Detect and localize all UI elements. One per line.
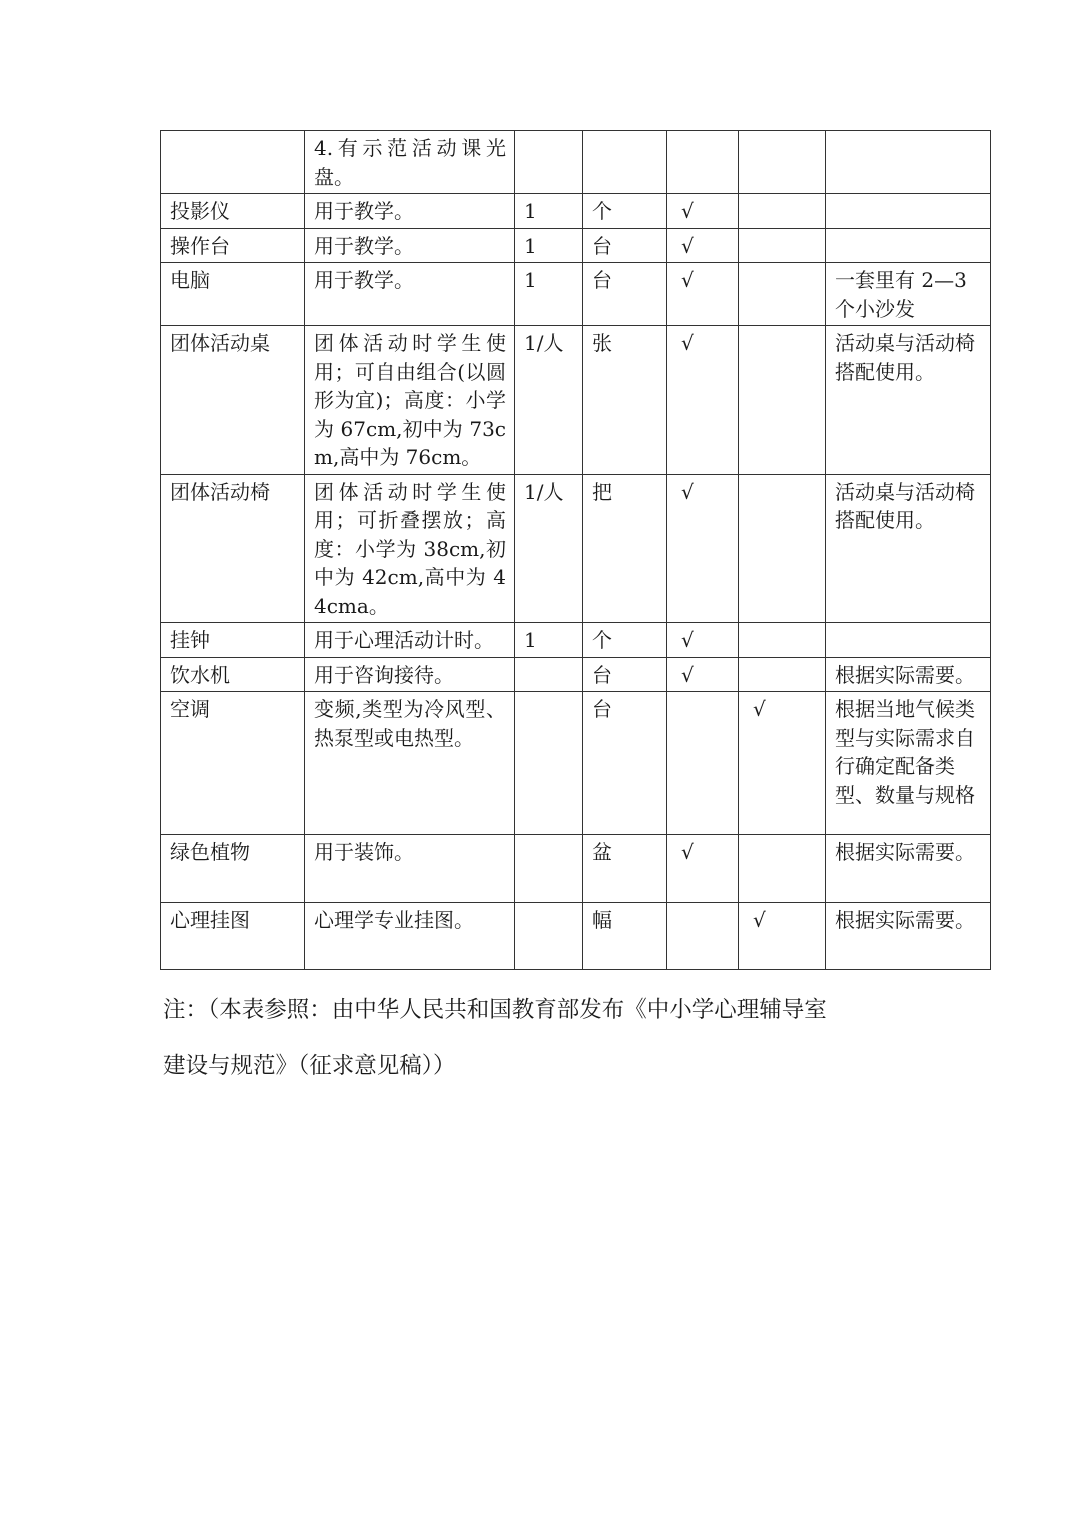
item-quantity-cell: 1 [515,228,583,263]
item-quantity-cell: 1 [515,263,583,326]
item-required-cell: √ [667,326,739,475]
item-name-cell: 团体活动椅 [161,474,305,623]
item-quantity-cell [515,657,583,692]
item-unit-cell: 台 [583,692,667,835]
item-remark-cell: 活动桌与活动椅搭配使用。 [826,326,991,475]
item-name-cell: 投影仪 [161,194,305,229]
table-row [161,194,991,229]
item-spec-cell: 用于教学。 [305,228,515,263]
item-unit-cell: 幅 [583,903,667,970]
item-required-cell: √ [667,657,739,692]
item-required-cell [667,692,739,835]
item-unit-cell: 个 [583,623,667,658]
item-optional-cell [739,657,826,692]
item-name-cell: 饮水机 [161,657,305,692]
item-spec-cell: 变频,类型为冷风型、热泵型或电热型。 [305,692,515,835]
item-optional-cell: √ [739,903,826,970]
item-unit-cell: 台 [583,263,667,326]
item-optional-cell [739,194,826,229]
item-unit-cell: 张 [583,326,667,475]
item-name-cell [161,131,305,194]
table-row [161,903,991,970]
item-required-cell [667,131,739,194]
item-unit-cell: 把 [583,474,667,623]
item-required-cell: √ [667,623,739,658]
table-row [161,657,991,692]
item-optional-cell [739,131,826,194]
item-spec-cell: 用于咨询接待。 [305,657,515,692]
item-remark-cell: 根据实际需要。 [826,835,991,903]
item-unit-cell: 盆 [583,835,667,903]
item-required-cell: √ [667,194,739,229]
table-row [161,835,991,903]
item-optional-cell [739,835,826,903]
table-row [161,326,991,475]
item-remark-cell: 活动桌与活动椅搭配使用。 [826,474,991,623]
item-quantity-cell [515,131,583,194]
table-row [161,263,991,326]
item-remark-cell [826,623,991,658]
item-spec-cell: 用于教学。 [305,194,515,229]
item-spec-cell: 用于教学。 [305,263,515,326]
item-quantity-cell: 1/人 [515,326,583,475]
item-optional-cell [739,228,826,263]
table-row [161,131,991,194]
item-remark-cell: 根据实际需要。 [826,903,991,970]
item-remark-cell [826,228,991,263]
table-row [161,692,991,835]
item-required-cell [667,903,739,970]
item-required-cell: √ [667,228,739,263]
item-unit-cell: 台 [583,657,667,692]
table-row [161,228,991,263]
item-optional-cell [739,326,826,475]
item-remark-cell [826,194,991,229]
table-note-line-1: 注：（本表参照：由中华人民共和国教育部发布《中小学心理辅导室 [163,997,827,1023]
item-spec-cell: 心理学专业挂图。 [305,903,515,970]
item-quantity-cell: 1 [515,623,583,658]
table-body [161,131,991,970]
item-remark-cell: 根据当地气候类型与实际需求自行确定配备类型、数量与规格 [826,692,991,835]
item-required-cell: √ [667,263,739,326]
item-spec-cell: 团体活动时学生使用；可自由组合(以圆形为宜)；高度：小学为 67cm,初中为 73cm,高中为 76cm。 [305,326,515,475]
item-spec-cell: 4.有示范活动课光盘。 [305,131,515,194]
table-note-line-2: 建设与规范》（征求意见稿）） [163,1053,456,1079]
item-quantity-cell [515,903,583,970]
table-row [161,474,991,623]
item-name-cell: 团体活动桌 [161,326,305,475]
item-name-cell: 绿色植物 [161,835,305,903]
item-remark-cell: 根据实际需要。 [826,657,991,692]
item-required-cell: √ [667,474,739,623]
item-name-cell: 操作台 [161,228,305,263]
item-quantity-cell [515,835,583,903]
item-unit-cell: 个 [583,194,667,229]
item-remark-cell: 一套里有 2—3 个小沙发 [826,263,991,326]
item-remark-cell [826,131,991,194]
item-spec-cell: 用于心理活动计时。 [305,623,515,658]
item-quantity-cell [515,692,583,835]
item-spec-cell: 团体活动时学生使用；可折叠摆放；高度：小学为 38cm,初中为 42cm,高中为 44cma。 [305,474,515,623]
item-optional-cell [739,623,826,658]
item-optional-cell: √ [739,692,826,835]
item-name-cell: 挂钟 [161,623,305,658]
item-unit-cell [583,131,667,194]
item-spec-cell: 用于装饰。 [305,835,515,903]
table-row [161,623,991,658]
item-name-cell: 空调 [161,692,305,835]
item-unit-cell: 台 [583,228,667,263]
item-name-cell: 心理挂图 [161,903,305,970]
item-quantity-cell: 1 [515,194,583,229]
item-name-cell: 电脑 [161,263,305,326]
item-optional-cell [739,263,826,326]
item-optional-cell [739,474,826,623]
item-quantity-cell: 1/人 [515,474,583,623]
equipment-table [160,130,991,970]
item-required-cell: √ [667,835,739,903]
